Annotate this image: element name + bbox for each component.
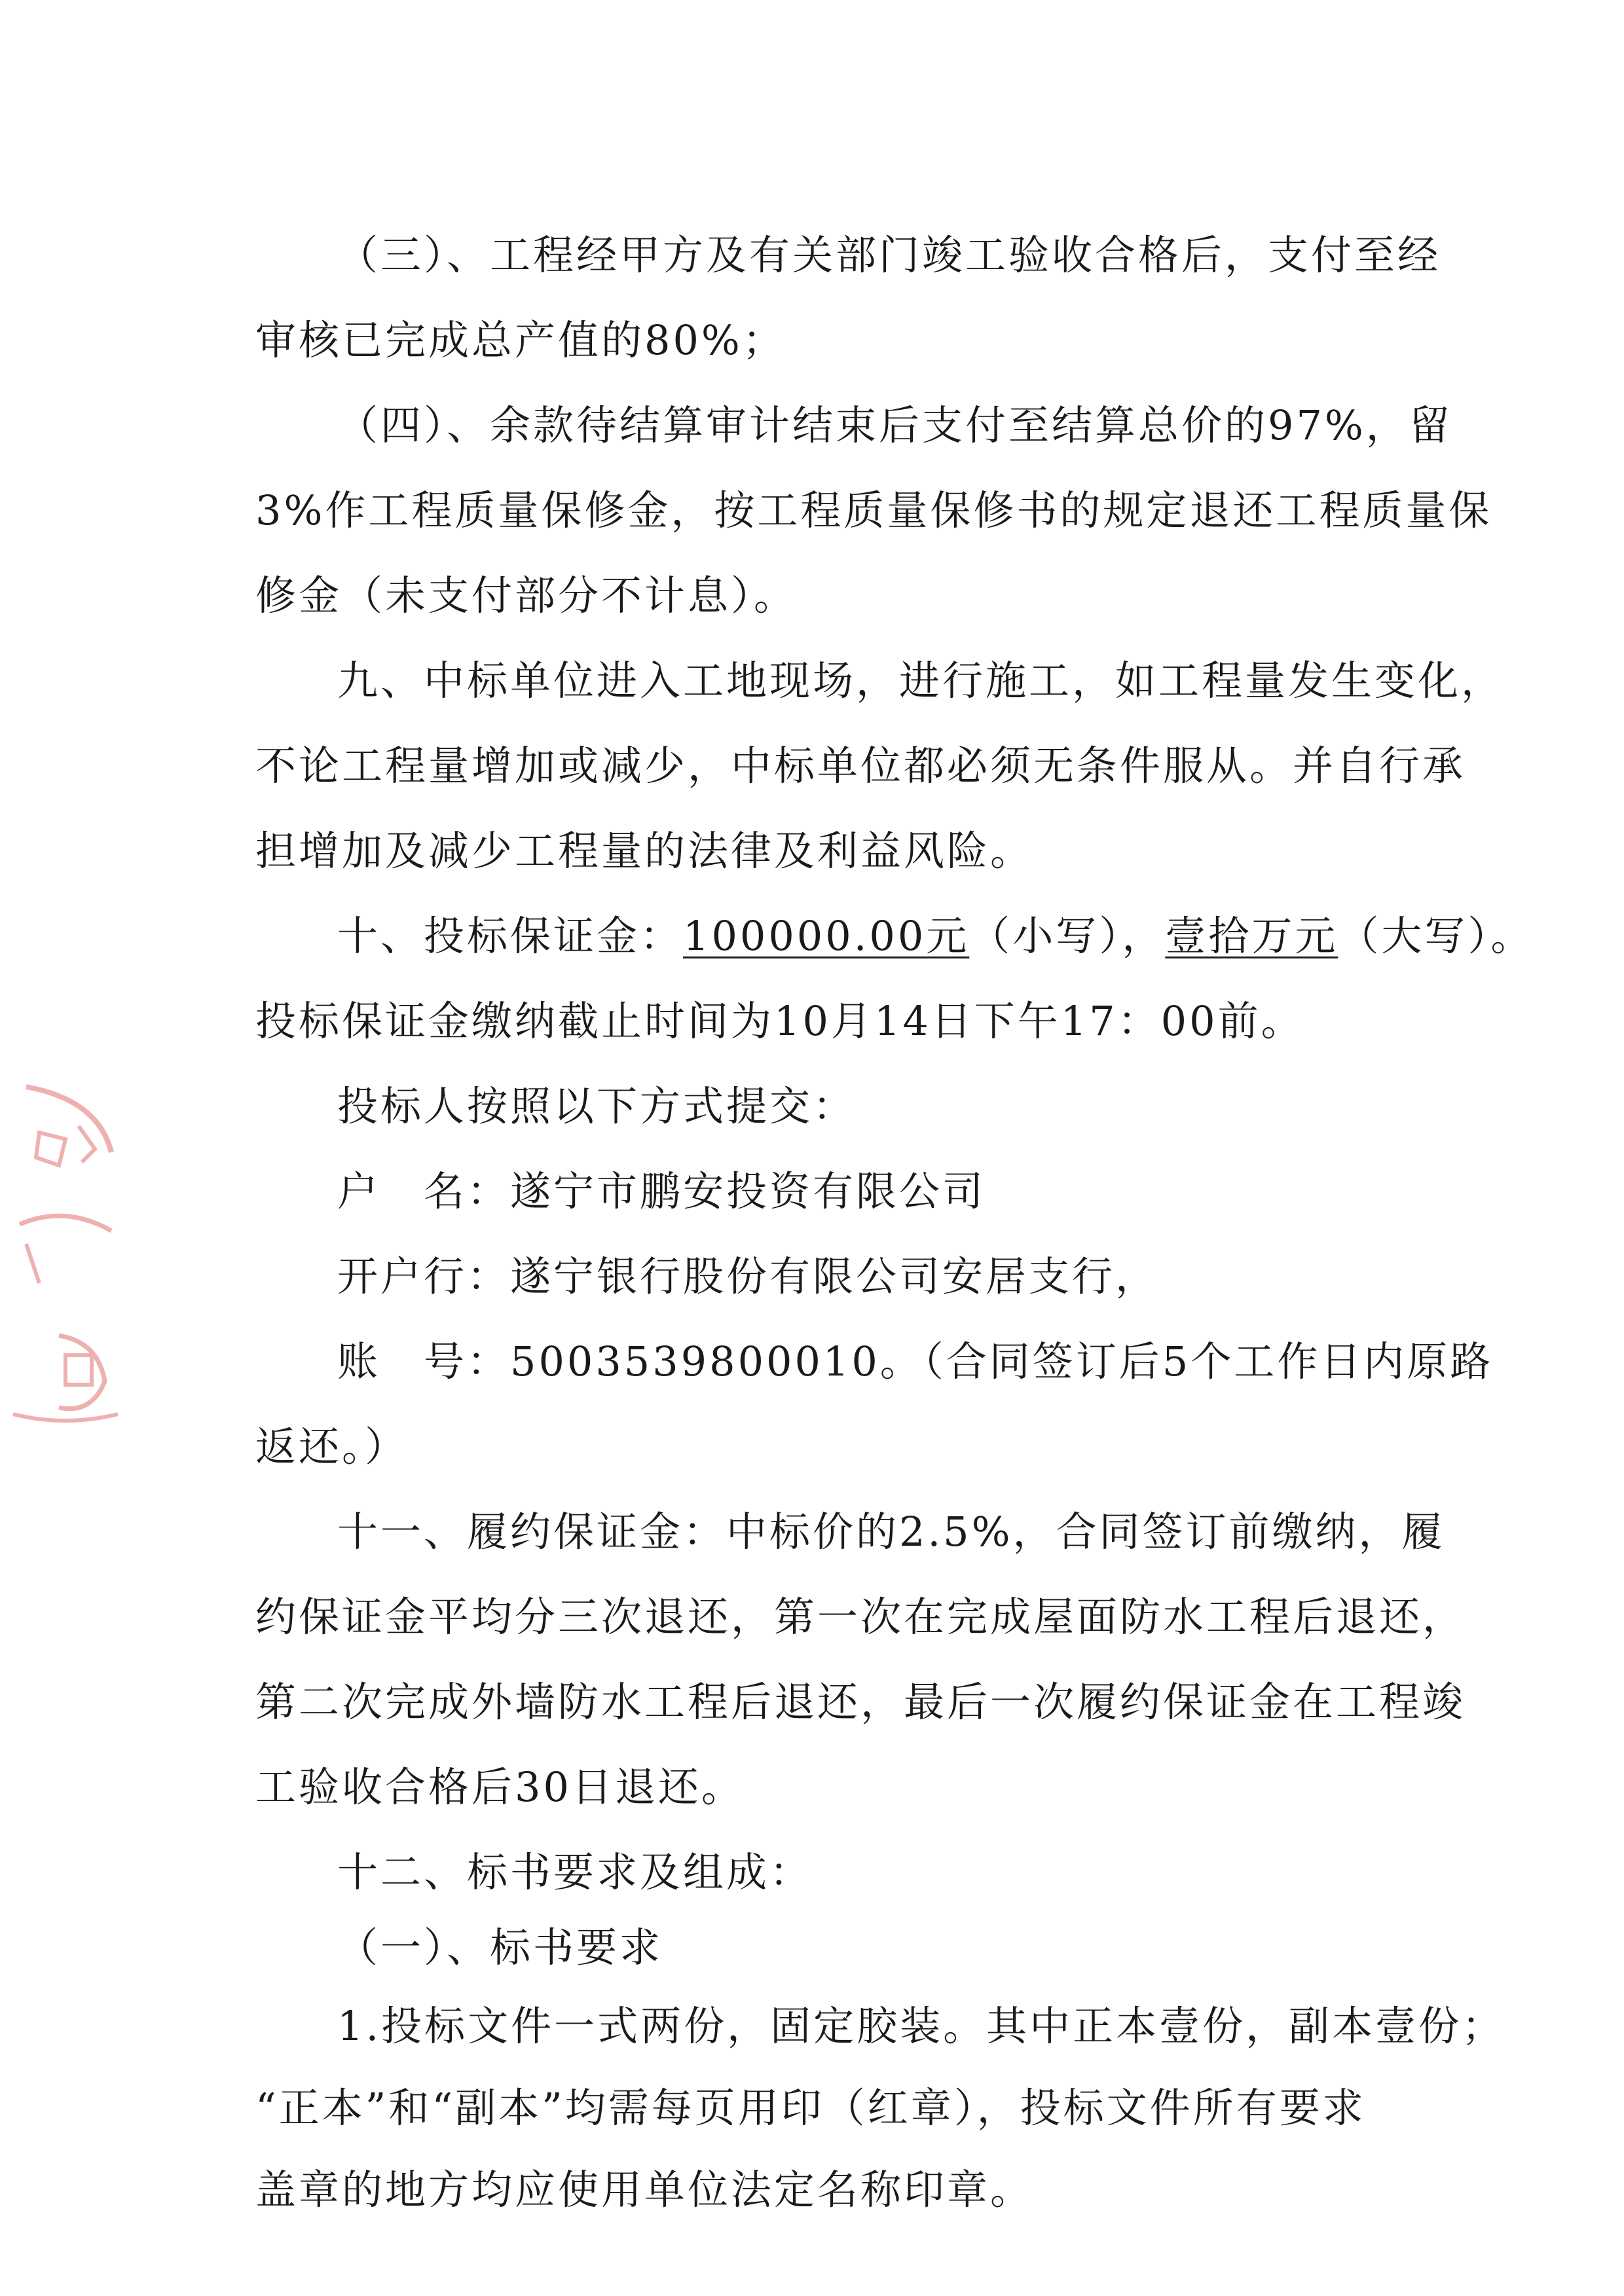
text-line: 1.投标文件一式两份，固定胶装。其中正本壹份，副本壹份； [337, 2002, 1505, 2050]
deposit-prefix: 十、投标保证金： [337, 912, 684, 960]
deposit-amount-small: 100000.00元 [683, 912, 970, 960]
text-line: 工验收合格后30日退还。 [255, 1763, 745, 1811]
text-line: 担增加及减少工程量的法律及利益风险。 [255, 827, 1034, 875]
text-line: 3%作工程质量保修金，按工程质量保修书的规定退还工程质量保 [255, 486, 1492, 534]
text-line: 约保证金平均分三次退还，第一次在完成屋面防水工程后退还， [255, 1593, 1466, 1641]
account-number-line: 账 号：5003539800010。（合同签订后5个工作日内原路 [337, 1338, 1494, 1385]
text-line: 返还。） [255, 1423, 409, 1470]
text-line: 修金（未支付部分不计息）。 [255, 572, 798, 619]
text-line: 不论工程量增加或减少，中标单位都必须无条件服从。并自行承 [255, 742, 1466, 790]
deposit-small-label: （小写）， [969, 912, 1166, 960]
section-heading: 十二、标书要求及组成： [337, 1848, 813, 1896]
deposit-amount-big: 壹拾万元 [1165, 912, 1338, 960]
deposit-big-label: （大写）。 [1338, 912, 1534, 960]
text-line: 投标保证金缴纳截止时间为10月14日下午17：00前。 [255, 997, 1304, 1045]
subsection-heading: （一）、标书要求 [337, 1923, 663, 1971]
text-line: “正本”和“副本”均需每页用印（红章），投标文件所有要求 [255, 2084, 1366, 2132]
bank-line: 开户行：遂宁银行股份有限公司安居支行， [337, 1252, 1159, 1300]
text-line: 十一、履约保证金：中标价的2.5%，合同签订前缴纳，履 [337, 1508, 1445, 1556]
text-line: 投标人按照以下方式提交： [337, 1082, 857, 1130]
text-line: （三）、工程经甲方及有关部门竣工验收合格后，支付至经 [337, 231, 1441, 279]
text-line: 第二次完成外墙防水工程后退还，最后一次履约保证金在工程竣 [255, 1678, 1466, 1726]
text-line: 九、中标单位进入工地现场，进行施工，如工程量发生变化， [337, 657, 1505, 704]
text-line: 盖章的地方均应使用单位法定名称印章。 [255, 2166, 1034, 2214]
account-name-line: 户 名：遂宁市鹏安投资有限公司 [337, 1167, 986, 1215]
text-line: （四）、余款待结算审计结束后支付至结算总价的97%，留 [337, 401, 1452, 449]
text-line: 审核已完成总产值的80%； [255, 316, 786, 364]
red-seal-stamp-partial [0, 1074, 131, 1440]
deposit-line [337, 910, 1534, 962]
